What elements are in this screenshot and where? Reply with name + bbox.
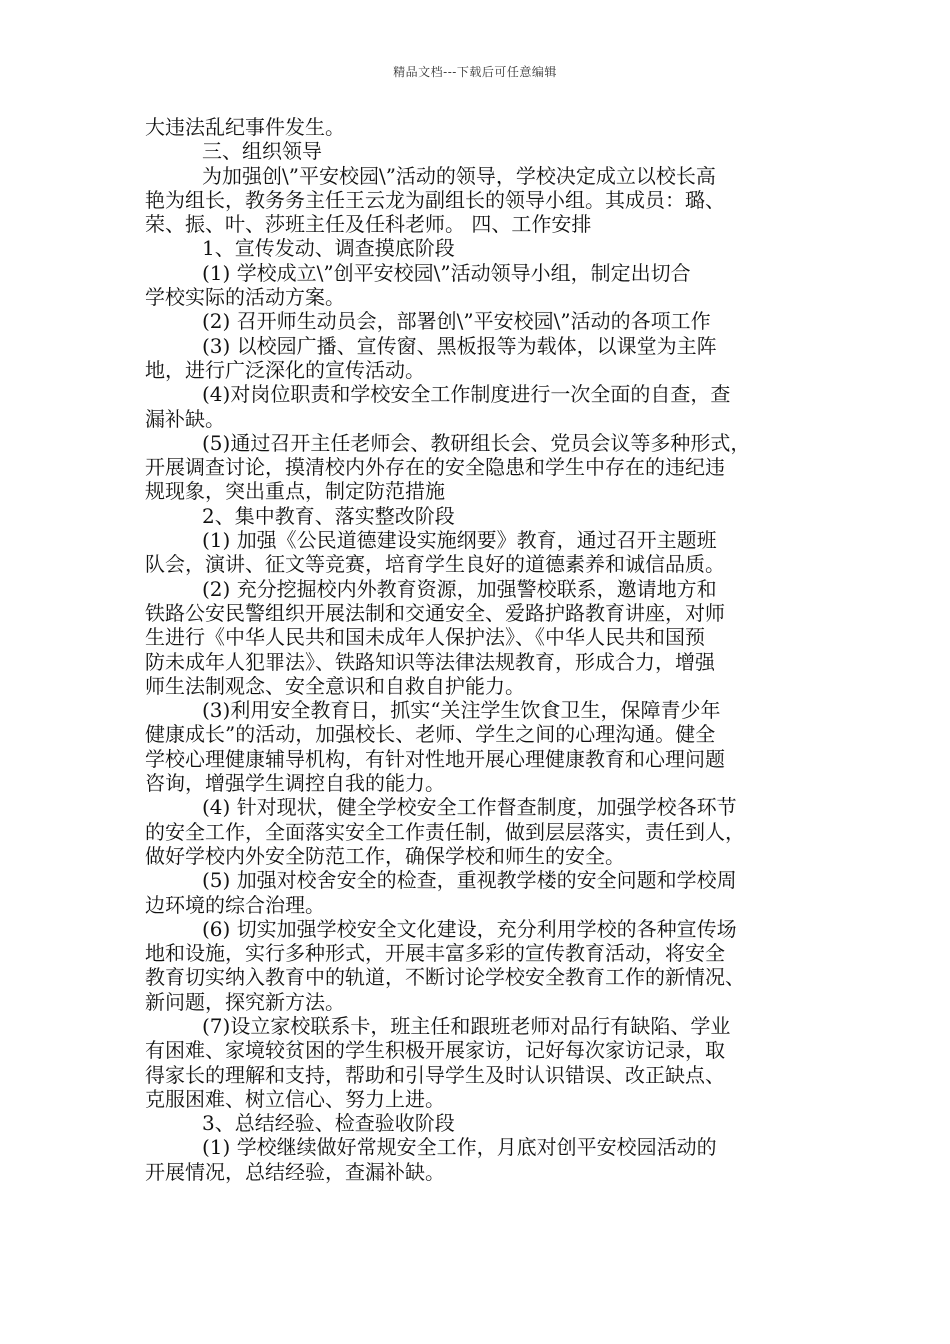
text-line: (1) 学校继续做好常规安全工作，月底对创平安校园活动的	[202, 1135, 717, 1160]
text-line: 荣、振、叶、莎班主任及任科老师。 四、工作安排	[145, 212, 592, 237]
text-line: (7)设立家校联系卡，班主任和跟班老师对品行有缺陷、学业	[202, 1013, 731, 1038]
text-line: 为加强创\”平安校园\”活动的领导，学校决定成立以校长高	[202, 163, 716, 188]
text-line: 得家长的理解和支持，帮助和引导学生及时认识错误、改正缺点、	[145, 1062, 725, 1087]
text-line: 克服困难、树立信心、努力上进。	[145, 1086, 445, 1111]
text-line: 开展情况，总结经验，查漏补缺。	[145, 1159, 445, 1184]
text-line: (5)通过召开主任老师会、教研组长会、党员会议等多种形式，	[202, 430, 751, 455]
text-line: (4)对岗位职责和学校安全工作制度进行一次全面的自查，查	[202, 382, 731, 407]
text-line: 艳为组长，教务务主任王云龙为副组长的领导小组。其成员：璐、	[145, 187, 725, 212]
text-line: (1) 加强《公民道德建设实施纲要》教育，通过召开主题班	[202, 528, 717, 553]
text-line: 地和设施，实行多种形式，开展丰富多彩的宣传教育活动，将安全	[145, 941, 725, 966]
text-line: 做好学校内外安全防范工作，确保学校和师生的安全。	[145, 843, 625, 868]
text-line: 健康成长”的活动，加强校长、老师、学生之间的心理沟通。健全	[145, 722, 716, 747]
text-line: (2) 召开师生动员会，部署创\”平安校园\”活动的各项工作	[202, 309, 711, 334]
text-line: (5) 加强对校舍安全的检查，重视教学楼的安全问题和学校周	[202, 868, 737, 893]
text-line: 咨询，增强学生调控自我的能力。	[145, 771, 445, 796]
text-line: 的安全工作，全面落实安全工作责任制，做到层层落实，责任到人，	[145, 819, 745, 844]
page-header: 精品文档---下载后可任意编辑	[393, 65, 557, 79]
text-line: 大违法乱纪事件发生。	[145, 115, 345, 139]
text-line: (6) 切实加强学校安全文化建设，充分利用学校的各种宣传场	[202, 916, 737, 941]
document-body	[145, 115, 835, 1184]
text-line: 队会，演讲、征文等竞赛，培育学生良好的道德素养和诚信品质。	[145, 552, 725, 577]
text-line: 规现象，突出重点，制定防范措施	[145, 479, 445, 504]
text-line: 开展调查讨论，摸清校内外存在的安全隐患和学生中存在的违纪违	[145, 455, 725, 480]
text-line: 教育切实纳入教育中的轨道，不断讨论学校安全教育工作的新情况、	[145, 965, 745, 990]
text-line: 有困难、家境较贫困的学生积极开展家访，记好每次家访记录，取	[145, 1038, 725, 1063]
text-line: 生进行《中华人民共和国未成年人保护法》、《中华人民共和国预	[145, 625, 705, 650]
text-line: (2) 充分挖掘校内外教育资源，加强警校联系，邀请地方和	[202, 576, 717, 601]
text-line: 防未成年人犯罪法》、铁路知识等法律法规教育，形成合力，增强	[145, 649, 715, 674]
subsection-heading: 3、总结经验、检查验收阶段	[202, 1111, 455, 1136]
text-line: 地，进行广泛深化的宣传活动。	[145, 357, 425, 382]
text-line: 学校心理健康辅导机构，有针对性地开展心理健康教育和心理问题	[145, 746, 725, 771]
subsection-heading: 2、集中教育、落实整改阶段	[202, 503, 455, 528]
text-line: 漏补缺。	[145, 406, 225, 431]
text-line: (3) 以校园广播、宣传窗、黑板报等为载体，以课堂为主阵	[202, 333, 717, 358]
text-line: 新问题，探究新方法。	[145, 989, 345, 1014]
text-line: 边环境的综合治理。	[145, 892, 325, 917]
text-line: (4) 针对现状，健全学校安全工作督查制度，加强学校各环节	[202, 795, 737, 820]
text-line: (3)利用安全教育日，抓实“关注学生饮食卫生，保障青少年	[202, 698, 721, 723]
text-line: (1) 学校成立\”创平安校园\”活动领导小组，制定出切合	[202, 260, 691, 285]
section-heading: 三、组织领导	[202, 139, 322, 164]
subsection-heading: 1、宣传发动、调查摸底阶段	[202, 236, 455, 261]
text-line: 师生法制观念、安全意识和自救自护能力。	[145, 673, 525, 698]
text-line: 学校实际的活动方案。	[145, 285, 345, 310]
text-line: 铁路公安民警组织开展法制和交通安全、爱路护路教育讲座，对师	[145, 600, 725, 625]
